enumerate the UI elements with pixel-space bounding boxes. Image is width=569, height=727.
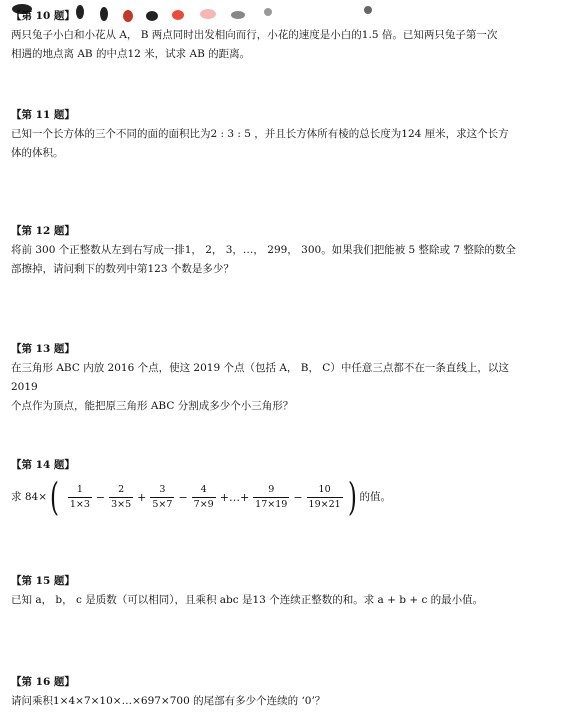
fraction	[150, 483, 174, 512]
problem-title: 【第 15 题】	[11, 575, 75, 587]
fraction-denominator: 5×7	[152, 498, 173, 510]
problem-line: 体的体积。	[11, 147, 64, 159]
fraction-denominator: 7×9	[193, 498, 214, 510]
formula-sign: +…+	[219, 490, 250, 504]
fraction-denominator: 17×19	[255, 498, 288, 510]
problem-title: 【第 16 题】	[11, 676, 75, 688]
fraction-numerator: 3	[159, 483, 166, 495]
problem-16	[11, 673, 531, 711]
formula-sign: −	[293, 490, 303, 504]
problem-title: 【第 12 题】	[11, 225, 75, 237]
formula-sign: −	[178, 490, 188, 504]
problem-13	[11, 340, 531, 416]
problem-line: 个点作为顶点，能把原三角形 ABC 分割成多少个小三角形？	[11, 400, 294, 412]
fraction	[307, 483, 343, 512]
problem-line: 相遇的地点离 AB 的中点12 米，试求 AB 的距离。	[11, 48, 251, 60]
fraction	[68, 483, 92, 512]
problem-14	[11, 456, 531, 519]
formula-sign: +	[137, 490, 147, 504]
problem-12	[11, 222, 531, 279]
fraction-numerator: 10	[318, 483, 331, 495]
left-paren: (	[49, 475, 59, 519]
problem-line: 请问乘积1×4×7×10×…×697×700 的尾部有多少个连续的 ‘0’？	[11, 695, 326, 707]
problem-title: 【第 10 题】	[11, 10, 75, 22]
fraction-numerator: 9	[268, 483, 275, 495]
formula-sign: −	[95, 490, 106, 504]
formula-suffix: 的值。	[359, 490, 391, 503]
fraction	[253, 483, 289, 512]
fraction-numerator: 1	[76, 483, 83, 495]
fraction-numerator: 4	[200, 483, 207, 495]
fraction-denominator: 1×3	[69, 498, 90, 510]
fraction-denominator: 19×21	[308, 498, 341, 510]
problem-15	[11, 572, 531, 610]
problem-line: 在三角形 ABC 内放 2016 个点，使这 2019 个点（包括 A， B， C）中任意三点都不在一条直线上，以这 2019	[11, 362, 509, 393]
problem-title: 【第 11 题】	[11, 109, 75, 121]
fraction	[109, 483, 133, 512]
problem-11	[11, 106, 531, 163]
problem-title: 【第 14 题】	[11, 459, 75, 471]
formula	[11, 475, 531, 519]
fraction	[192, 483, 216, 512]
fraction-denominator: 3×5	[111, 498, 132, 510]
right-paren: )	[347, 475, 357, 519]
problem-line: 已知 a， b， c 是质数（可以相同），且乘积 abc 是13 个连续正整数的和。求 a + b + c 的最小值。	[11, 594, 484, 606]
fraction-numerator: 2	[118, 483, 125, 495]
problem-line: 已知一个长方体的三个不同的面的面积比为2 : 3 : 5 ，并且长方体所有棱的总长度为124 厘米，求这个长方	[11, 128, 509, 140]
problem-line: 两只兔子小白和小花从 A， B 两点同时出发相向而行，小花的速度是小白的1.5 倍。已知两只兔子第一次	[11, 29, 498, 41]
problem-title: 【第 13 题】	[11, 343, 75, 355]
problem-10	[11, 7, 531, 64]
formula-prefix: 求 84×	[11, 490, 47, 503]
problem-line: 部擦掉，请问剩下的数列中第123 个数是多少？	[11, 263, 234, 275]
problem-line: 将前 300 个正整数从左到右写成一排1， 2， 3，…， 299， 300。如果我们把能被 5 整除或 7 整除的数全	[11, 244, 516, 256]
